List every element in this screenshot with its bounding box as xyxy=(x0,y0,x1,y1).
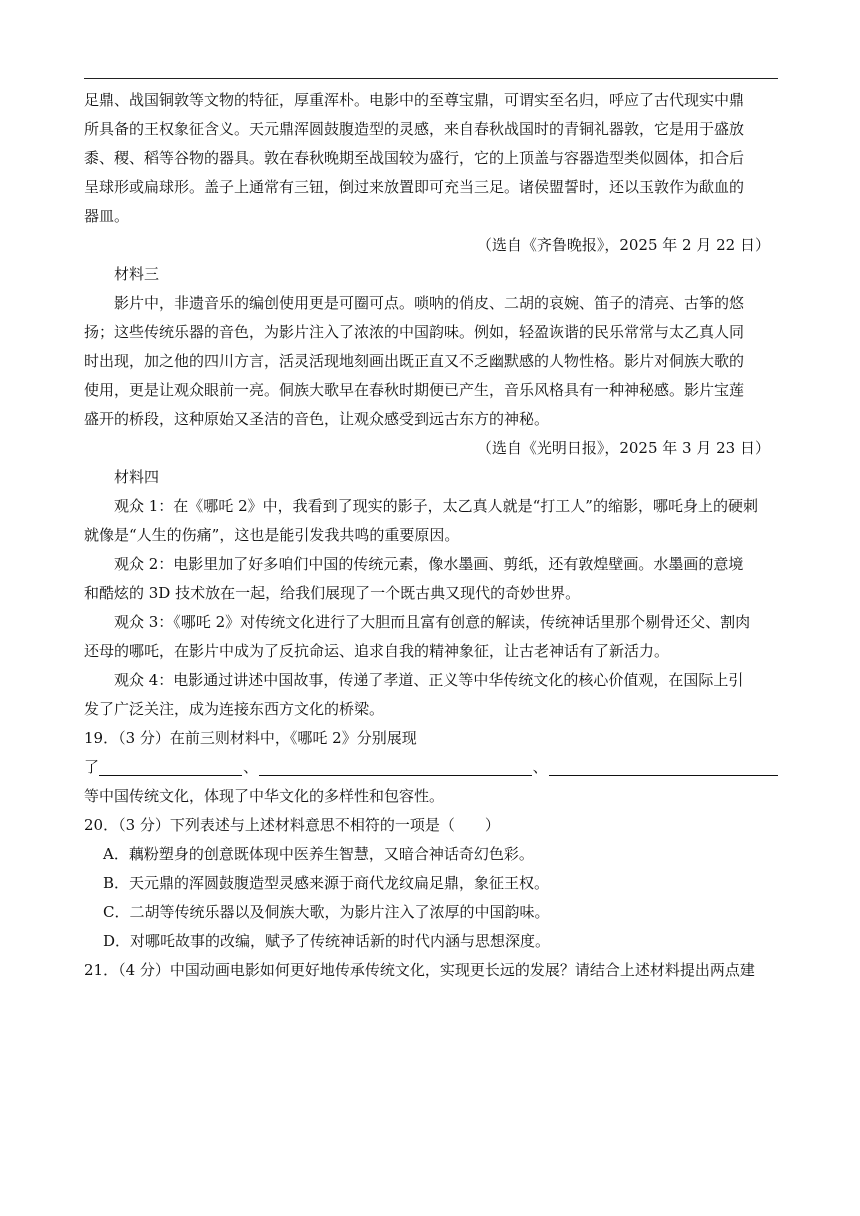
material3-line: 使用，更是让观众眼前一亮。侗族大歌早在春秋时期便已产生，音乐风格具有一种神秘感。影片宝莲 xyxy=(84,381,745,399)
q19-answer-row xyxy=(84,753,778,782)
material3-source: （选自《光明日报》，2025 年 3 月 23 日） xyxy=(476,439,770,457)
material3-line: 影片中，非遗音乐的编创使用更是可圈可点。唢呐的俏皮、二胡的哀婉、笛子的清亮、古筝的悠 xyxy=(114,294,745,312)
q20-option-b[interactable]: B．天元鼎的浑圆鼓腹造型灵感来源于商代龙纹扁足鼎，象征王权。 xyxy=(103,874,550,892)
q19-blank-1[interactable] xyxy=(99,755,242,776)
audience1-line1: 观众 1：在《哪吒 2》中，我看到了现实的影子，太乙真人就是“打工人”的缩影，哪吒身上的硬刺 xyxy=(114,497,758,515)
audience2-line2: 和酷炫的 3D 技术放在一起，给我们展现了一个既古典又现代的奇妙世界。 xyxy=(84,584,581,602)
q20-stem: 20．（3 分）下列表述与上述材料意思不相符的一项是（ ） xyxy=(84,816,500,834)
header-rule xyxy=(84,78,778,79)
audience4-line2: 发了广泛关注，成为连接东西方文化的桥梁。 xyxy=(84,700,385,718)
material3-line: 扬；这些传统乐器的音色，为影片注入了浓浓的中国韵味。例如，轻盈诙谐的民乐常常与太乙真人同 xyxy=(84,323,745,341)
q19-separator: 、 xyxy=(243,758,259,776)
audience3-line1: 观众 3：《哪吒 2》对传统文化进行了大胆而且富有创意的解读，传统神话里那个剔骨还父、割肉 xyxy=(114,613,751,631)
audience1-line2: 就像是“人生的伤痛”，这也是能引发我共鸣的重要原因。 xyxy=(84,526,460,544)
q21-stem: 21．（4 分）中国动画电影如何更好地传承传统文化，实现更长远的发展？请结合上述材料提出两点建 xyxy=(84,961,755,979)
q20-option-d[interactable]: D．对哪吒故事的改编，赋予了传统神话新的时代内涵与思想深度。 xyxy=(103,932,551,950)
q20-option-a[interactable]: A．藕粉塑身的创意既体现中医养生智慧，又暗合神话奇幻色彩。 xyxy=(103,845,534,863)
q20-option-c[interactable]: C．二胡等传统乐器以及侗族大歌，为影片注入了浓厚的中国韵味。 xyxy=(103,903,550,921)
q19-lead: 了 xyxy=(84,758,100,776)
q19-tail: 等中国传统文化，体现了中华文化的多样性和包容性。 xyxy=(84,787,445,805)
material3-line: 时出现，加之他的四川方言，活灵活现地刻画出既正直又不乏幽默感的人物性格。影片对侗族大歌的 xyxy=(84,352,745,370)
q19-blank-2[interactable] xyxy=(259,755,531,776)
material3-line: 盛开的桥段，这种原始又圣洁的音色，让观众感受到远古东方的神秘。 xyxy=(84,410,550,428)
q19-separator: 、 xyxy=(532,758,548,776)
audience2-line1: 观众 2：电影里加了好多咱们中国的传统元素，像水墨画、剪纸，还有敦煌壁画。水墨画的意境 xyxy=(114,555,744,573)
material2-source: （选自《齐鲁晚报》，2025 年 2 月 22 日） xyxy=(476,236,770,254)
material3-title: 材料三 xyxy=(114,265,160,283)
material2-line: 所具备的王权象征含义。天元鼎浑圆鼓腹造型的灵感，来自春秋战国时的青铜礼器敦，它是用于盛放 xyxy=(84,120,745,138)
q19-blank-3[interactable] xyxy=(549,755,778,776)
material2-line: 黍、稷、稻等谷物的器具。敦在春秋晚期至战国较为盛行，它的上顶盖与容器造型类似圆体，扣合后 xyxy=(84,149,745,167)
audience4-line1: 观众 4：电影通过讲述中国故事，传递了孝道、正义等中华传统文化的核心价值观，在国际上引 xyxy=(114,671,744,689)
material2-line: 器皿。 xyxy=(84,207,130,225)
material2-line: 足鼎、战国铜敦等文物的特征，厚重浑朴。电影中的至尊宝鼎，可谓实至名归，呼应了古代现实中鼎 xyxy=(84,91,745,109)
material4-title: 材料四 xyxy=(114,468,160,486)
document-page xyxy=(84,86,778,985)
material2-line: 呈球形或扁球形。盖子上通常有三钮，倒过来放置即可充当三足。诸侯盟誓时，还以玉敦作为歃血的 xyxy=(84,178,745,196)
audience3-line2: 还母的哪吒，在影片中成为了反抗命运、追求自我的精神象征，让古老神话有了新活力。 xyxy=(84,642,670,660)
q19-stem: 19．（3 分）在前三则材料中，《哪吒 2》分别展现 xyxy=(84,729,417,747)
